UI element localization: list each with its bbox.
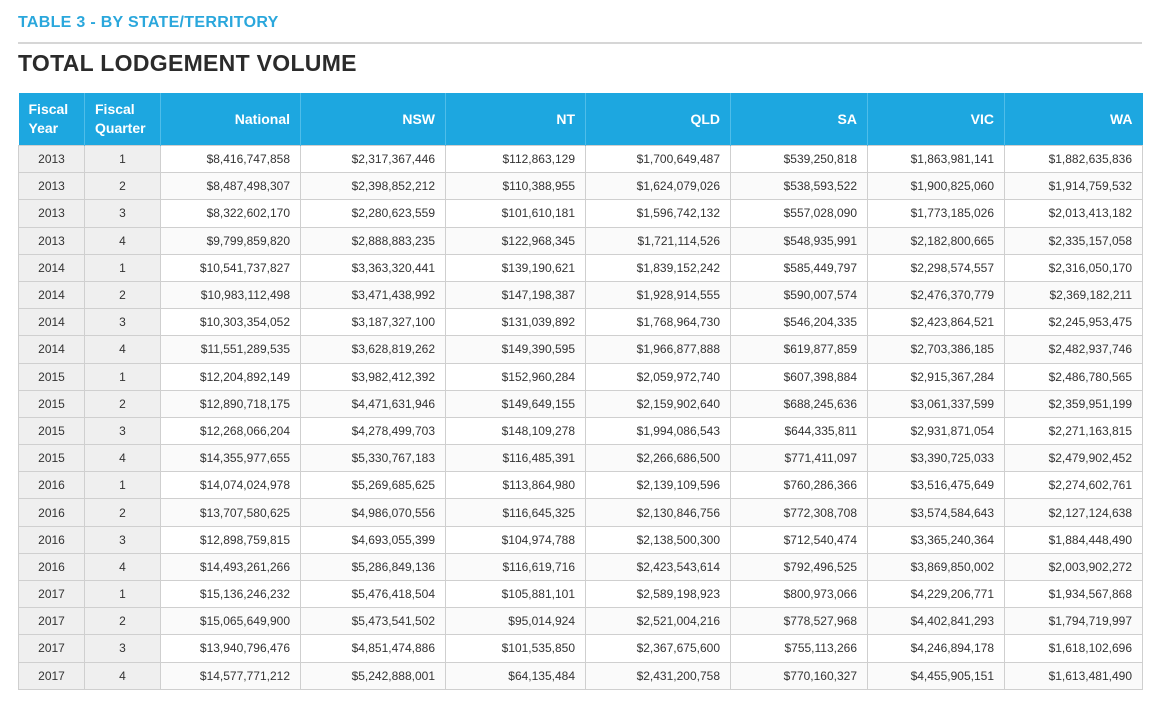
cell-nt: $113,864,980 [446, 472, 586, 499]
cell-vic: $3,574,584,643 [868, 499, 1005, 526]
cell-qld: $1,624,079,026 [586, 173, 731, 200]
table-row [19, 309, 1143, 336]
cell-fiscal-year: 2014 [19, 309, 85, 336]
column-header-wa: WA [1005, 93, 1143, 146]
table-header-row [19, 93, 1143, 146]
column-header-nsw: NSW [301, 93, 446, 146]
cell-sa: $800,973,066 [731, 581, 868, 608]
cell-sa: $712,540,474 [731, 526, 868, 553]
cell-qld: $1,839,152,242 [586, 254, 731, 281]
cell-fiscal-quarter: 1 [85, 146, 161, 173]
table-row [19, 336, 1143, 363]
cell-nt: $152,960,284 [446, 363, 586, 390]
page-title: TOTAL LODGEMENT VOLUME [18, 50, 357, 76]
column-header-vic: VIC [868, 93, 1005, 146]
cell-national: $14,493,261,266 [161, 553, 301, 580]
cell-wa: $2,369,182,211 [1005, 281, 1143, 308]
cell-fiscal-year: 2014 [19, 281, 85, 308]
cell-fiscal-quarter: 1 [85, 472, 161, 499]
cell-fiscal-year: 2015 [19, 417, 85, 444]
cell-nsw: $3,471,438,992 [301, 281, 446, 308]
cell-fiscal-quarter: 4 [85, 553, 161, 580]
table-row [19, 281, 1143, 308]
cell-national: $13,707,580,625 [161, 499, 301, 526]
cell-sa: $755,113,266 [731, 635, 868, 662]
cell-qld: $1,596,742,132 [586, 200, 731, 227]
cell-fiscal-quarter: 1 [85, 254, 161, 281]
cell-fiscal-year: 2014 [19, 336, 85, 363]
cell-fiscal-quarter: 3 [85, 309, 161, 336]
divider [18, 42, 1142, 44]
cell-nt: $139,190,621 [446, 254, 586, 281]
cell-wa: $2,013,413,182 [1005, 200, 1143, 227]
cell-qld: $1,928,914,555 [586, 281, 731, 308]
cell-vic: $4,455,905,151 [868, 662, 1005, 689]
cell-fiscal-quarter: 4 [85, 336, 161, 363]
column-header-fiscal-year: Fiscal Year [19, 93, 85, 146]
cell-nsw: $4,986,070,556 [301, 499, 446, 526]
cell-fiscal-year: 2013 [19, 227, 85, 254]
cell-nsw: $5,269,685,625 [301, 472, 446, 499]
table-row [19, 499, 1143, 526]
cell-qld: $2,423,543,614 [586, 553, 731, 580]
cell-nsw: $2,398,852,212 [301, 173, 446, 200]
cell-fiscal-quarter: 2 [85, 499, 161, 526]
cell-sa: $585,449,797 [731, 254, 868, 281]
cell-fiscal-year: 2013 [19, 146, 85, 173]
cell-nt: $149,649,155 [446, 390, 586, 417]
table-row [19, 553, 1143, 580]
cell-fiscal-quarter: 2 [85, 390, 161, 417]
column-header-qld: QLD [586, 93, 731, 146]
cell-wa: $2,245,953,475 [1005, 309, 1143, 336]
cell-national: $15,065,649,900 [161, 608, 301, 635]
cell-wa: $2,316,050,170 [1005, 254, 1143, 281]
cell-fiscal-quarter: 1 [85, 363, 161, 390]
table-row [19, 227, 1143, 254]
cell-vic: $3,365,240,364 [868, 526, 1005, 553]
cell-national: $10,983,112,498 [161, 281, 301, 308]
cell-vic: $2,298,574,557 [868, 254, 1005, 281]
cell-qld: $2,159,902,640 [586, 390, 731, 417]
cell-national: $11,551,289,535 [161, 336, 301, 363]
cell-wa: $2,271,163,815 [1005, 417, 1143, 444]
cell-qld: $2,138,500,300 [586, 526, 731, 553]
cell-sa: $539,250,818 [731, 146, 868, 173]
cell-nt: $101,535,850 [446, 635, 586, 662]
cell-wa: $1,618,102,696 [1005, 635, 1143, 662]
cell-national: $10,541,737,827 [161, 254, 301, 281]
cell-national: $8,487,498,307 [161, 173, 301, 200]
column-header-national: National [161, 93, 301, 146]
cell-nt: $101,610,181 [446, 200, 586, 227]
cell-nt: $122,968,345 [446, 227, 586, 254]
cell-sa: $590,007,574 [731, 281, 868, 308]
cell-fiscal-year: 2015 [19, 445, 85, 472]
cell-fiscal-quarter: 3 [85, 635, 161, 662]
cell-wa: $1,914,759,532 [1005, 173, 1143, 200]
cell-sa: $557,028,090 [731, 200, 868, 227]
cell-fiscal-quarter: 3 [85, 526, 161, 553]
cell-fiscal-year: 2017 [19, 608, 85, 635]
cell-national: $12,204,892,149 [161, 363, 301, 390]
table-row [19, 390, 1143, 417]
cell-sa: $548,935,991 [731, 227, 868, 254]
cell-qld: $2,431,200,758 [586, 662, 731, 689]
cell-fiscal-year: 2013 [19, 173, 85, 200]
cell-qld: $1,700,649,487 [586, 146, 731, 173]
table-row [19, 608, 1143, 635]
cell-national: $8,416,747,858 [161, 146, 301, 173]
cell-nt: $116,645,325 [446, 499, 586, 526]
column-header-fiscal-quarter: Fiscal Quarter [85, 93, 161, 146]
cell-sa: $770,160,327 [731, 662, 868, 689]
table-row [19, 146, 1143, 173]
cell-fiscal-year: 2016 [19, 499, 85, 526]
table-row [19, 635, 1143, 662]
cell-wa: $1,794,719,997 [1005, 608, 1143, 635]
cell-wa: $2,335,157,058 [1005, 227, 1143, 254]
cell-fiscal-year: 2013 [19, 200, 85, 227]
cell-fiscal-year: 2017 [19, 635, 85, 662]
cell-vic: $4,229,206,771 [868, 581, 1005, 608]
column-header-sa: SA [731, 93, 868, 146]
cell-qld: $1,768,964,730 [586, 309, 731, 336]
cell-nt: $105,881,101 [446, 581, 586, 608]
lodgement-table [18, 93, 1143, 690]
table-row [19, 445, 1143, 472]
cell-sa: $644,335,811 [731, 417, 868, 444]
cell-nt: $112,863,129 [446, 146, 586, 173]
table-row [19, 200, 1143, 227]
cell-nt: $148,109,278 [446, 417, 586, 444]
cell-national: $15,136,246,232 [161, 581, 301, 608]
cell-qld: $2,266,686,500 [586, 445, 731, 472]
cell-wa: $1,613,481,490 [1005, 662, 1143, 689]
cell-vic: $3,390,725,033 [868, 445, 1005, 472]
cell-fiscal-year: 2016 [19, 553, 85, 580]
cell-national: $14,577,771,212 [161, 662, 301, 689]
cell-wa: $2,486,780,565 [1005, 363, 1143, 390]
cell-nsw: $5,286,849,136 [301, 553, 446, 580]
cell-fiscal-year: 2016 [19, 526, 85, 553]
cell-qld: $2,059,972,740 [586, 363, 731, 390]
cell-fiscal-quarter: 2 [85, 608, 161, 635]
cell-nt: $131,039,892 [446, 309, 586, 336]
cell-qld: $2,589,198,923 [586, 581, 731, 608]
cell-sa: $619,877,859 [731, 336, 868, 363]
cell-fiscal-quarter: 2 [85, 281, 161, 308]
table-row [19, 254, 1143, 281]
cell-national: $9,799,859,820 [161, 227, 301, 254]
table-row [19, 472, 1143, 499]
cell-vic: $4,402,841,293 [868, 608, 1005, 635]
cell-nsw: $2,317,367,446 [301, 146, 446, 173]
cell-national: $14,074,024,978 [161, 472, 301, 499]
table-row [19, 581, 1143, 608]
cell-nt: $149,390,595 [446, 336, 586, 363]
table-row [19, 363, 1143, 390]
cell-vic: $1,773,185,026 [868, 200, 1005, 227]
cell-qld: $1,966,877,888 [586, 336, 731, 363]
cell-nt: $116,619,716 [446, 553, 586, 580]
cell-nsw: $2,280,623,559 [301, 200, 446, 227]
cell-sa: $760,286,366 [731, 472, 868, 499]
cell-nt: $110,388,955 [446, 173, 586, 200]
cell-sa: $778,527,968 [731, 608, 868, 635]
cell-national: $13,940,796,476 [161, 635, 301, 662]
cell-wa: $2,127,124,638 [1005, 499, 1143, 526]
cell-wa: $2,274,602,761 [1005, 472, 1143, 499]
cell-nsw: $3,363,320,441 [301, 254, 446, 281]
cell-vic: $3,061,337,599 [868, 390, 1005, 417]
cell-wa: $2,003,902,272 [1005, 553, 1143, 580]
cell-national: $12,890,718,175 [161, 390, 301, 417]
cell-vic: $2,423,864,521 [868, 309, 1005, 336]
cell-nt: $104,974,788 [446, 526, 586, 553]
cell-vic: $2,931,871,054 [868, 417, 1005, 444]
cell-fiscal-year: 2017 [19, 662, 85, 689]
cell-fiscal-quarter: 4 [85, 662, 161, 689]
cell-fiscal-year: 2017 [19, 581, 85, 608]
cell-nsw: $5,476,418,504 [301, 581, 446, 608]
cell-sa: $546,204,335 [731, 309, 868, 336]
cell-nsw: $3,982,412,392 [301, 363, 446, 390]
table-row [19, 417, 1143, 444]
table-row [19, 526, 1143, 553]
cell-fiscal-quarter: 3 [85, 417, 161, 444]
cell-vic: $2,476,370,779 [868, 281, 1005, 308]
cell-qld: $2,130,846,756 [586, 499, 731, 526]
cell-nsw: $4,471,631,946 [301, 390, 446, 417]
cell-national: $8,322,602,170 [161, 200, 301, 227]
cell-fiscal-quarter: 3 [85, 200, 161, 227]
cell-nt: $116,485,391 [446, 445, 586, 472]
cell-vic: $3,869,850,002 [868, 553, 1005, 580]
table-row [19, 173, 1143, 200]
cell-national: $10,303,354,052 [161, 309, 301, 336]
cell-nt: $95,014,924 [446, 608, 586, 635]
cell-sa: $688,245,636 [731, 390, 868, 417]
cell-vic: $4,246,894,178 [868, 635, 1005, 662]
cell-nsw: $3,628,819,262 [301, 336, 446, 363]
cell-nsw: $4,851,474,886 [301, 635, 446, 662]
cell-nsw: $4,278,499,703 [301, 417, 446, 444]
cell-vic: $2,182,800,665 [868, 227, 1005, 254]
cell-nsw: $5,242,888,001 [301, 662, 446, 689]
cell-wa: $1,934,567,868 [1005, 581, 1143, 608]
cell-qld: $2,367,675,600 [586, 635, 731, 662]
cell-qld: $2,139,109,596 [586, 472, 731, 499]
cell-wa: $2,479,902,452 [1005, 445, 1143, 472]
cell-fiscal-quarter: 1 [85, 581, 161, 608]
cell-vic: $1,900,825,060 [868, 173, 1005, 200]
cell-vic: $3,516,475,649 [868, 472, 1005, 499]
cell-sa: $772,308,708 [731, 499, 868, 526]
cell-nsw: $5,473,541,502 [301, 608, 446, 635]
cell-nt: $147,198,387 [446, 281, 586, 308]
cell-nsw: $3,187,327,100 [301, 309, 446, 336]
cell-fiscal-quarter: 4 [85, 445, 161, 472]
cell-fiscal-year: 2015 [19, 363, 85, 390]
cell-nsw: $5,330,767,183 [301, 445, 446, 472]
cell-vic: $2,915,367,284 [868, 363, 1005, 390]
column-header-nt: NT [446, 93, 586, 146]
cell-sa: $771,411,097 [731, 445, 868, 472]
cell-fiscal-quarter: 4 [85, 227, 161, 254]
cell-sa: $607,398,884 [731, 363, 868, 390]
cell-qld: $2,521,004,216 [586, 608, 731, 635]
cell-fiscal-year: 2015 [19, 390, 85, 417]
cell-fiscal-quarter: 2 [85, 173, 161, 200]
table-eyebrow: TABLE 3 - BY STATE/TERRITORY [18, 14, 279, 31]
table-body [19, 146, 1143, 690]
table-row [19, 662, 1143, 689]
cell-sa: $538,593,522 [731, 173, 868, 200]
cell-sa: $792,496,525 [731, 553, 868, 580]
cell-national: $14,355,977,655 [161, 445, 301, 472]
cell-nsw: $4,693,055,399 [301, 526, 446, 553]
cell-national: $12,898,759,815 [161, 526, 301, 553]
cell-nsw: $2,888,883,235 [301, 227, 446, 254]
cell-wa: $2,482,937,746 [1005, 336, 1143, 363]
cell-national: $12,268,066,204 [161, 417, 301, 444]
cell-vic: $1,863,981,141 [868, 146, 1005, 173]
cell-wa: $1,884,448,490 [1005, 526, 1143, 553]
cell-vic: $2,703,386,185 [868, 336, 1005, 363]
cell-qld: $1,994,086,543 [586, 417, 731, 444]
cell-wa: $1,882,635,836 [1005, 146, 1143, 173]
cell-nt: $64,135,484 [446, 662, 586, 689]
cell-fiscal-year: 2016 [19, 472, 85, 499]
cell-qld: $1,721,114,526 [586, 227, 731, 254]
cell-wa: $2,359,951,199 [1005, 390, 1143, 417]
cell-fiscal-year: 2014 [19, 254, 85, 281]
